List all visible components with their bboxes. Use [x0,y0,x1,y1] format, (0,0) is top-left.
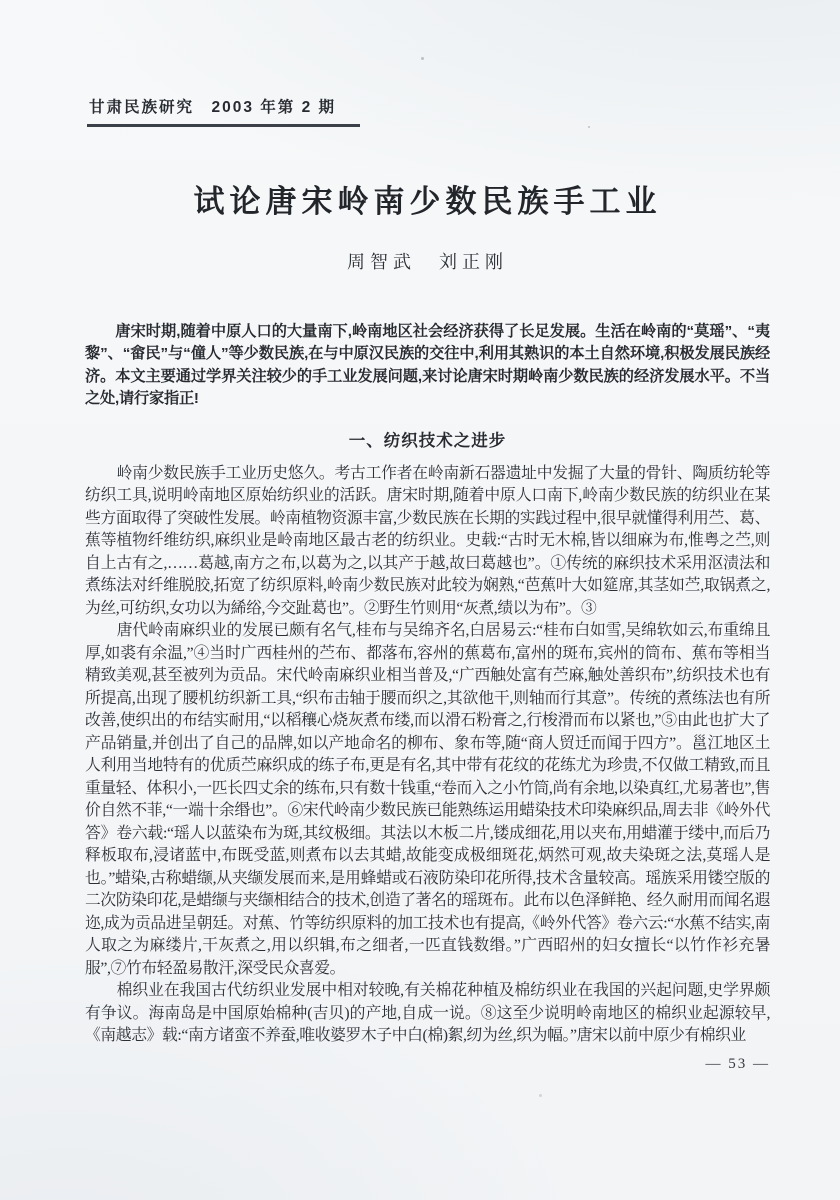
scan-speck [588,126,590,128]
body-paragraph-2: 唐代岭南麻织业的发展已颇有名气,桂布与吴绵齐名,白居易云:“桂布白如雪,吴绵软如云,布重绵且厚,如裘有余温,”④当时广西桂州的苎布、都落布,容州的蕉葛布,富州的斑布,宾州的筒布、蕉布等相当精致美观,甚至被列为贡品。宋代岭南麻织业相当普及,“广西触处富有苎麻,触处善织布”,纺织技术也有所提高,出现了腰机纺织新工具,“织布击轴于腰而织之,其欲他干,则轴而行其意”。传统的煮练法也有所改善,使织出的布结实耐用,“以稻穰心烧灰煮布缕,而以滑石粉膏之,行梭滑而布以紧也,”⑤由此也扩大了产品销量,并创出了自己的品牌,如以产地命名的柳布、象布等,随“商人贸迁而闻于四方”。邕江地区土人利用当地特有的优质苎麻织成的练子布,更是有名,其中带有花纹的花练尤为珍贵,不仅做工精致,而且重量轻、体积小,一匹长四丈余的练布,只有数十钱重,“卷而入之小竹筒,尚有余地,以染真红,尤易著也”,售价自然不菲,“一端十余缗也”。⑥宋代岭南少数民族已能熟练运用蜡染技术印染麻织品,周去非《岭外代答》卷六载:“瑶人以蓝染布为斑,其纹极细。其法以木板二片,镂成细花,用以夹布,用蜡灌于缕中,而后乃释板取布,浸诸蓝中,布既受蓝,则煮布以去其蜡,故能变成极细斑花,炳然可观,故夫染斑之法,莫瑶人是也。”蜡染,古称蜡缬,从夹缬发展而来,是用蜂蜡或石液防染印花所得,技术含量较高。瑶族采用镂空版的二次防染印花,是蜡缬与夹缬相结合的技术,创造了著名的瑶斑布。此布以色泽鲜艳、经久耐用而闻名遐迩,成为贡品进呈朝廷。对蕉、竹等纺织原料的加工技术也有提高,《岭外代答》卷六云:“水蕉不结实,南人取之为麻缕片,干灰煮之,用以织辑,布之细者,一匹直钱数缗。”广西昭州的妇女擅长“以竹作衫充暑服”,⑦竹布轻盈易散汗,深受民众喜爱。 [85,622,770,977]
article-title: 试论唐宋岭南少数民族手工业 [193,184,662,219]
body-paragraph-1: 岭南少数民族手工业历史悠久。考古工作者在岭南新石器遗址中发掘了大量的骨针、陶质纺轮等纺织工具,说明岭南地区原始纺织业的活跃。唐宋时期,随着中原人口南下,岭南少数民族的纺织业在某些方面取得了突破性发展。岭南植物资源丰富,少数民族在长期的实践过程中,很早就懂得利用苎、葛、蕉等植物纤维纺织,麻织业是岭南地区最古老的纺织业。史载:“古时无木棉,皆以细麻为布,惟粤之苎,则自上古有之,……葛越,南方之布,以葛为之,以其产于越,故曰葛越也”。①传统的麻织技术采用沤渍法和煮练法对纤维脱胶,拓宽了纺织原料,岭南少数民族对此较为娴熟,“芭蕉叶大如筵席,其茎如苎,取锅煮之,为丝,可纺织,女功以为絺绤,今交趾葛也”。②野生竹则用“灰煮,绩以为布”。③ [85,464,770,617]
section-heading: 一、纺织技术之进步 [348,431,507,450]
abstract-paragraph: 唐宋时期,随着中原人口的大量南下,岭南地区社会经济获得了长足发展。生活在岭南的“莫瑶”、“夷黎”、“畲民”与“僮人”等少数民族,在与中原汉民族的交往中,利用其熟识的本土自然环境,积极发展民族经济。本文主要通过学界关注较少的手工业发展问题,来讨论唐宋时期岭南少数民族的经济发展水平。不当之处,请行家指正! [85,323,770,408]
journal-header-row [85,0,770,127]
journal-issue-label: 甘肃民族研究 2003 年第 2 期 [87,95,360,127]
article-authors: 周智武 刘正刚 [347,252,508,272]
scan-speck [421,57,424,60]
scan-speck [539,1094,542,1097]
page-number: — 53 — [705,1055,770,1072]
body-paragraph-3: 棉织业在我国古代纺织业发展中相对较晚,有关棉花种植及棉纺织业在我国的兴起问题,史学界颇有争议。海南岛是中国原始棉种(吉贝)的产地,自成一说。⑧这至少说明岭南地区的棉织业起源较早,《南越志》载:“南方诸蛮不养蚕,唯收婆罗木子中白(棉)絮,纫为丝,织为幅。”唐宋以前中原少有棉织业 [85,982,770,1045]
